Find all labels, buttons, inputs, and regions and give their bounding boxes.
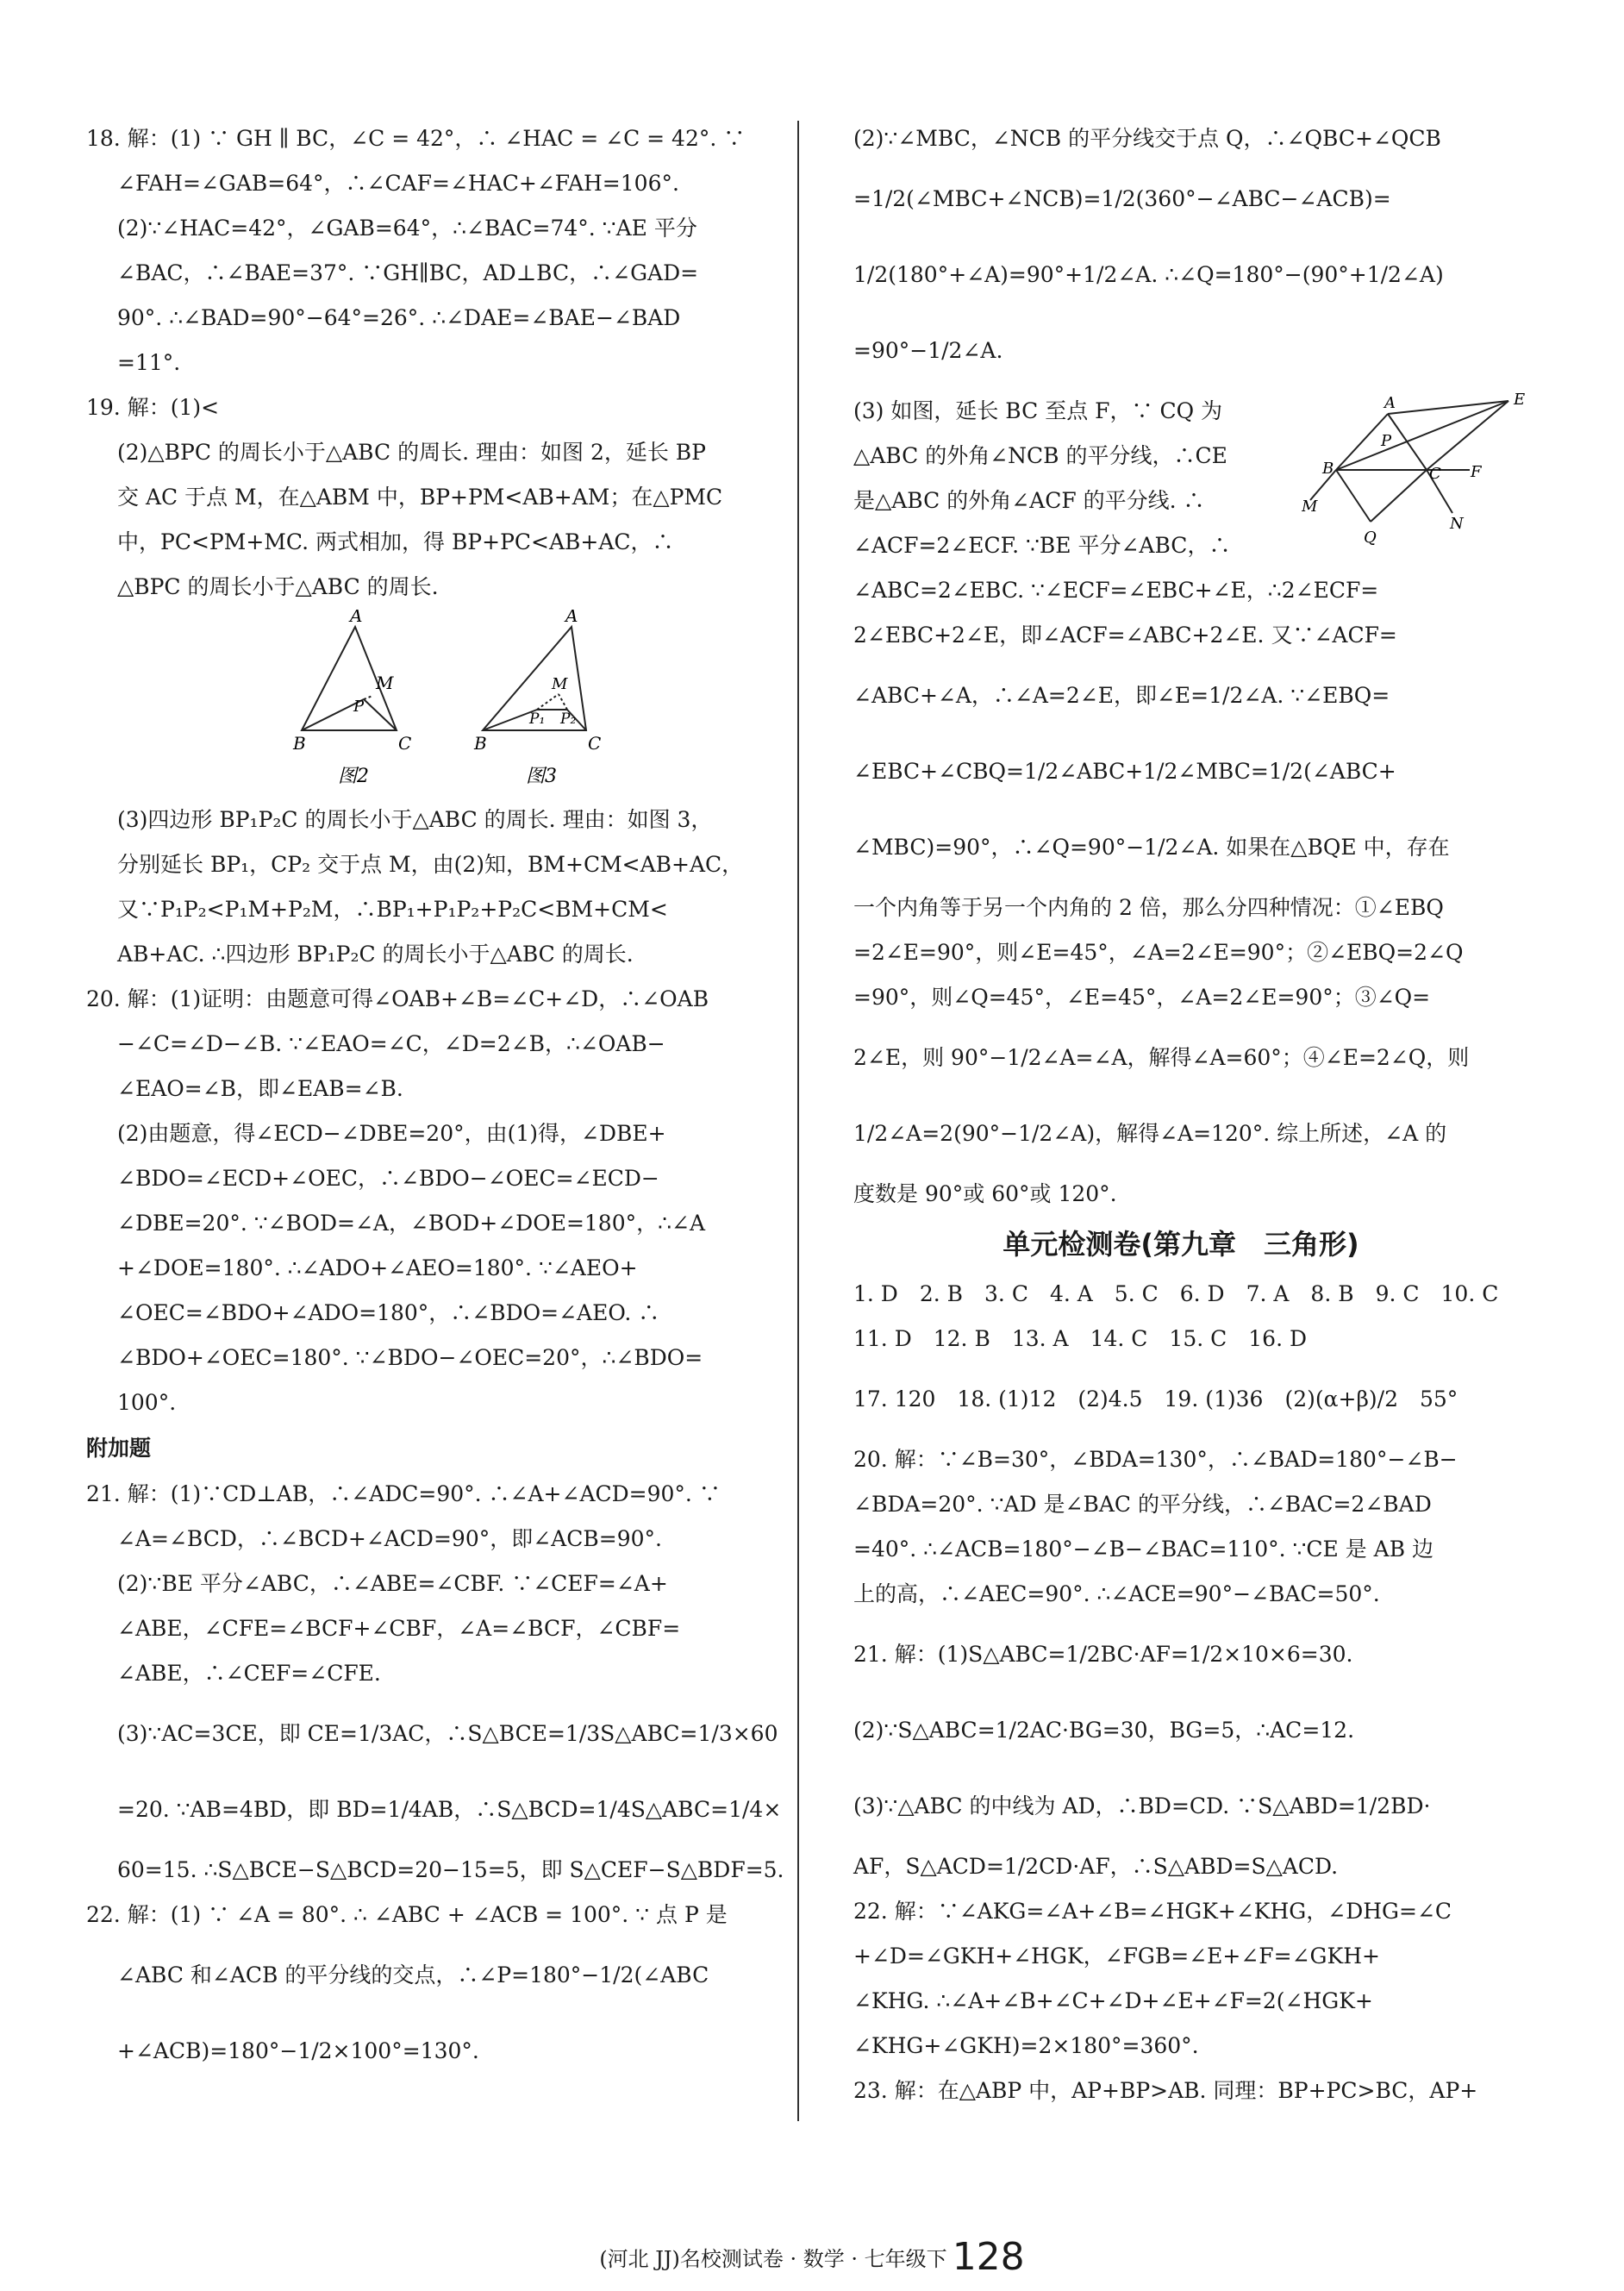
text-line: ∠KHG. ∴∠A+∠B+∠C+∠D+∠E+∠F=2(∠HGK+ [853,1988,1373,2013]
svg-text:B: B [293,733,306,754]
text-line: =2∠E=90°，则∠E=45°，∠A=2∠E=90°；②∠EBQ=2∠Q [853,940,1464,965]
text-line: +∠D=∠GKH+∠HGK，∠FGB=∠E+∠F=∠GKH+ [853,1944,1380,1969]
text-line: ∠ABC 和∠ACB 的平分线的交点，∴∠P=180°−1/2(∠ABC [117,1962,709,1987]
text-line: ∠ABC=2∠EBC. ∵∠ECF=∠EBC+∠E，∴2∠ECF= [853,578,1379,603]
text-line: 22. 解：∵∠AKG=∠A+∠B=∠HGK+∠KHG，∠DHG=∠C [853,1899,1452,1924]
svg-text:B: B [474,733,487,754]
text-line: (3)∵△ABC 的中线为 AD，∴BD=CD. ∵S△ABD=1/2BD· [853,1793,1431,1818]
text-line: 1/2(180°+∠A)=90°+1/2∠A. ∴∠Q=180°−(90°+1/2∠A) [853,262,1444,287]
footer-text: (河北 JJ)名校测试卷 · 数学 · 七年级下 [599,2247,947,2271]
text-line: 1/2∠A=2(90°−1/2∠A)，解得∠A=120°. 综上所述，∠A 的 [853,1121,1447,1146]
text-line: 中，PC<PM+MC. 两式相加，得 BP+PC<AB+AC，∴ [117,529,674,554]
text-line: −∠C=∠D−∠B. ∵∠EAO=∠C，∠D=2∠B，∴∠OAB− [117,1031,665,1056]
bisector-figure [1302,392,1526,556]
text-line: =11°. [117,350,181,375]
svg-text:P₁: P₁ [529,710,546,728]
text-line: AF，S△ACD=1/2CD·AF，∴S△ABD=S△ACD. [853,1854,1339,1879]
text-line: ∠BDO=∠ECD+∠OEC，∴∠BDO−∠OEC=∠ECD− [117,1166,659,1191]
fig2-caption: 图2 [338,766,369,787]
text-line: +∠ACB)=180°−1/2×100°=130°. [117,2038,479,2063]
fig3-caption: 图3 [526,766,557,787]
text-line: ∠DBE=20°. ∵∠BOD=∠A，∠BOD+∠DOE=180°，∴∠A [117,1211,706,1236]
text-line: ∠ACF=2∠ECF. ∵BE 平分∠ABC，∴ [853,533,1231,558]
left-column [86,116,802,2089]
page-footer [0,2235,1624,2279]
text-line: 是△ABC 的外角∠ACF 的平分线. ∴ [853,488,1205,513]
text-line: 分别延长 BP₁，CP₂ 交于点 M，由(2)知，BM+CM<AB+AC， [117,852,744,877]
text-line: 19. 解：(1)< [86,395,220,420]
text-line: AB+AC. ∴四边形 BP₁P₂C 的周长小于△ABC 的周长. [117,942,634,967]
text-line: (3)∵AC=3CE，即 CE=1/3AC，∴S△BCE=1/3S△ABC=1/3×60 [117,1721,778,1746]
svg-text:B: B [1322,460,1334,478]
text-line: +∠DOE=180°. ∴∠ADO+∠AEO=180°. ∵∠AEO+ [117,1255,638,1280]
svg-text:C: C [398,733,412,754]
text-line: (2)∵BE 平分∠ABC，∴∠ABE=∠CBF. ∵∠CEF=∠A+ [117,1571,668,1596]
text-line: 18. 解：(1) ∵ GH ∥ BC，∠C = 42°，∴ ∠HAC = ∠C = 42°. ∵ [86,126,746,151]
text-line: 2∠E，则 90°−1/2∠A=∠A，解得∠A=60°；④∠E=2∠Q，则 [853,1045,1470,1070]
figures-2-3 [86,610,802,798]
text-line: △ABC 的外角∠NCB 的平分线，∴CE [853,443,1227,468]
extra-questions-heading: 附加题 [86,1436,152,1461]
text-line: =1/2(∠MBC+∠NCB)=1/2(360°−∠ABC−∠ACB)= [853,186,1391,211]
text-line: (2)∵S△ABC=1/2AC·BG=30，BG=5，∴AC=12. [853,1718,1355,1743]
text-line: △BPC 的周长小于△ABC 的周长. [117,574,439,599]
svg-text:F: F [1471,463,1482,481]
svg-text:A: A [350,610,363,626]
text-line: (2)△BPC 的周长小于△ABC 的周长. 理由：如图 2，延长 BP [117,440,706,465]
text-line: 2∠EBC+2∠E，即∠ACF=∠ABC+2∠E. 又∵∠ACF= [853,623,1397,648]
text-line: 又∵P₁P₂<P₁M+P₂M，∴BP₁+P₁P₂+P₂C<BM+CM< [117,897,668,922]
chapter-title: 单元检测卷(第九章 三角形) [1003,1228,1359,1261]
text-line: (2)∵∠HAC=42°，∠GAB=64°，∴∠BAC=74°. ∵AE 平分 [117,216,697,241]
svg-text:M: M [1302,498,1318,516]
svg-text:P: P [1381,432,1392,450]
text-line: ∠BDO+∠OEC=180°. ∵∠BDO−∠OEC=20°，∴∠BDO= [117,1345,703,1370]
svg-text:M: M [376,673,394,693]
text-line: 21. 解：(1)∵CD⊥AB，∴∠ADC=90°. ∴∠A+∠ACD=90°. ∵ [86,1481,721,1506]
answer-line: 17. 120 18. (1)12 (2)4.5 19. (1)36 (2)(α+β)/2 55° [853,1386,1458,1412]
text-line: ∠A=∠BCD，∴∠BCD+∠ACD=90°，即∠ACB=90°. [117,1526,662,1551]
svg-text:M: M [552,675,568,693]
text-line: 20. 解：(1)证明：由题意可得∠OAB+∠B=∠C+∠D，∴∠OAB [86,986,709,1011]
svg-text:P₂: P₂ [560,710,577,728]
text-line: 20. 解：∵∠B=30°，∠BDA=130°，∴∠BAD=180°−∠B− [853,1447,1458,1472]
answer-line: 1. D 2. B 3. C 4. A 5. C 6. D 7. A 8. B 9. C 10. C [853,1281,1499,1306]
text-line: (2)∵∠MBC，∠NCB 的平分线交于点 Q，∴∠QBC+∠QCB [853,126,1441,151]
text-line: ∠OEC=∠BDO+∠ADO=180°，∴∠BDO=∠AEO. ∴ [117,1300,660,1325]
text-line: 23. 解：在△ABP 中，AP+BP>AB. 同理：BP+PC>BC，AP+ [853,2078,1478,2103]
svg-text:E: E [1514,392,1526,409]
text-line: ∠EBC+∠CBQ=1/2∠ABC+1/2∠MBC=1/2(∠ABC+ [853,759,1396,784]
text-line: (3)四边形 BP₁P₂C 的周长小于△ABC 的周长. 理由：如图 3， [117,807,713,832]
answer-line: 11. D 12. B 13. A 14. C 15. C 16. D [853,1326,1308,1351]
svg-text:C: C [1429,465,1441,483]
text-line: 90°. ∴∠BAD=90°−64°=26°. ∴∠DAE=∠BAE−∠BAD [117,305,681,330]
text-line: (3) 如图，延长 BC 至点 F，∵ CQ 为 [853,398,1223,423]
text-line: 22. 解：(1) ∵ ∠A = 80°. ∴ ∠ABC + ∠ACB = 100°. ∵ 点 P 是 [86,1902,728,1927]
text-line: 上的高，∴∠AEC=90°. ∴∠ACE=90°−∠BAC=50°. [853,1581,1380,1606]
svg-text:Q: Q [1364,529,1377,547]
svg-text:A: A [565,610,578,626]
text-line: ∠ABC+∠A，∴∠A=2∠E，即∠E=1/2∠A. ∵∠EBQ= [853,683,1390,708]
text-line: 交 AC 于点 M，在△ABM 中，BP+PM<AB+AM；在△PMC [117,485,723,510]
text-line: =90°，则∠Q=45°，∠E=45°，∠A=2∠E=90°；③∠Q= [853,985,1431,1010]
text-line: =90°−1/2∠A. [853,338,1003,363]
svg-text:P: P [353,698,365,716]
text-line: ∠KHG+∠GKH)=2×180°=360°. [853,2033,1199,2058]
text-line: ∠MBC)=90°，∴∠Q=90°−1/2∠A. 如果在△BQE 中，存在 [853,835,1450,860]
text-line: =20. ∵AB=4BD，即 BD=1/4AB，∴S△BCD=1/4S△ABC=1/4× [117,1797,782,1822]
text-line: ∠EAO=∠B，即∠EAB=∠B. [117,1076,403,1101]
text-line: 一个内角等于另一个内角的 2 倍，那么分四种情况：①∠EBQ [853,895,1444,920]
text-line: ∠ABE，∠CFE=∠BCF+∠CBF，∠A=∠BCF，∠CBF= [117,1616,681,1641]
text-line: 21. 解：(1)S△ABC=1/2BC·AF=1/2×10×6=30. [853,1642,1353,1667]
text-line: ∠FAH=∠GAB=64°，∴∠CAF=∠HAC+∠FAH=106°. [117,171,679,196]
triangle-figures [86,610,802,798]
text-line: 100°. [117,1390,177,1415]
text-line: 60=15. ∴S△BCE−S△BCD=20−15=5，即 S△CEF−S△BDF=5. [117,1857,784,1882]
text-line: 度数是 90°或 60°或 120°. [853,1181,1117,1206]
text-line: ∠BAC，∴∠BAE=37°. ∵GH∥BC，AD⊥BC，∴∠GAD= [117,260,699,285]
text-line: =40°. ∴∠ACB=180°−∠B−∠BAC=110°. ∵CE 是 AB 边 [853,1537,1434,1562]
text-line: ∠ABE，∴∠CEF=∠CFE. [117,1661,381,1686]
page-number: 128 [952,2235,1025,2279]
text-line: ∠BDA=20°. ∵AD 是∠BAC 的平分线，∴∠BAC=2∠BAD [853,1492,1432,1517]
svg-text:C: C [588,733,602,754]
svg-text:N: N [1450,515,1464,533]
text-line: (2)由题意，得∠ECD−∠DBE=20°，由(1)得，∠DBE+ [117,1121,666,1146]
svg-text:A: A [1384,394,1396,412]
